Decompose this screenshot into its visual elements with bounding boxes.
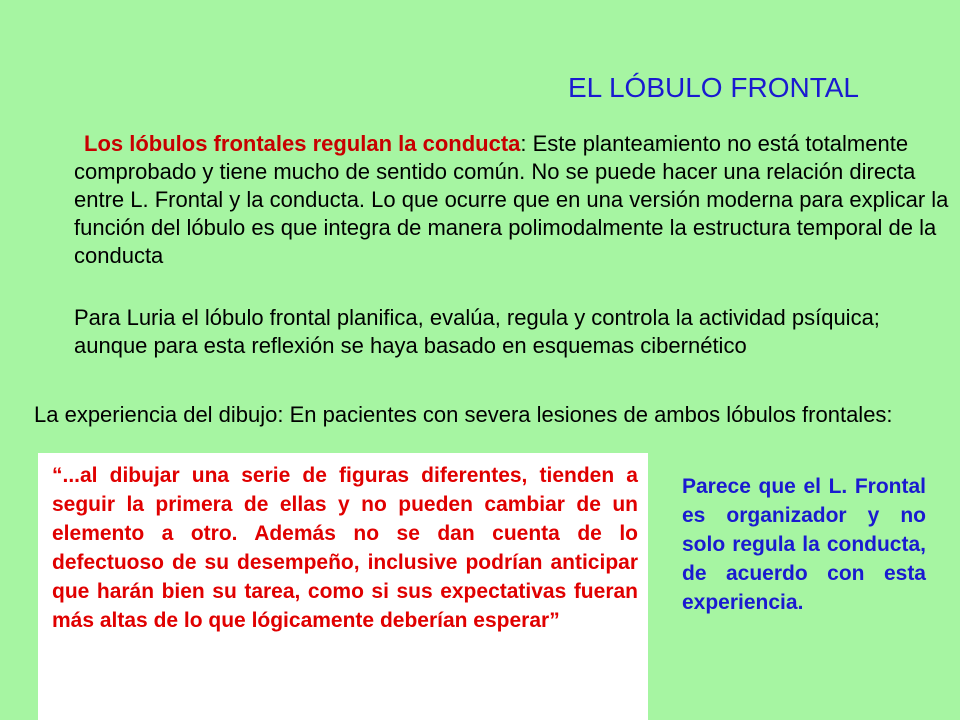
paragraph-drawing-experience: La experiencia del dibujo: En pacientes con severa lesiones de ambos lóbulos frontales:	[34, 402, 893, 427]
slide-title: EL LÓBULO FRONTAL	[568, 72, 859, 103]
paragraph-luria: Para Luria el lóbulo frontal planifica, evalúa, regula y controla la actividad psíquica; aunque para esta reflexión se haya basado en esquemas cibernético	[74, 305, 880, 358]
paragraph-body: : Este planteamiento no está totalmente comprobado y tiene mucho de sentido común. No se puede hacer una relación directa entre L. Frontal y la conducta. Lo que ocurre que en una versión moderna para explicar la función del lóbulo es que integra de manera polimodalmente la estructura temporal de la conducta	[74, 131, 949, 268]
paragraph-lead-emphasis: Los lóbulos frontales regulan la conducta	[84, 131, 521, 156]
side-note: Parece que el L. Frontal es organizador y no solo regula la conducta, de acuerdo con esta experiencia.	[682, 475, 926, 614]
quote-box	[38, 453, 648, 720]
quote-text: “...al dibujar una serie de figuras diferentes, tienden a seguir la primera de ellas y no pueden cambiar de un elemento a otro. Además no se dan cuenta de lo defectuoso de su desempeño, inclusive podrían anticipar que harán bien su tarea, como si sus expectativas fueran más altas de lo que lógicamente deberían esperar”	[52, 464, 638, 632]
paragraph-frontal-lobes	[74, 130, 954, 270]
